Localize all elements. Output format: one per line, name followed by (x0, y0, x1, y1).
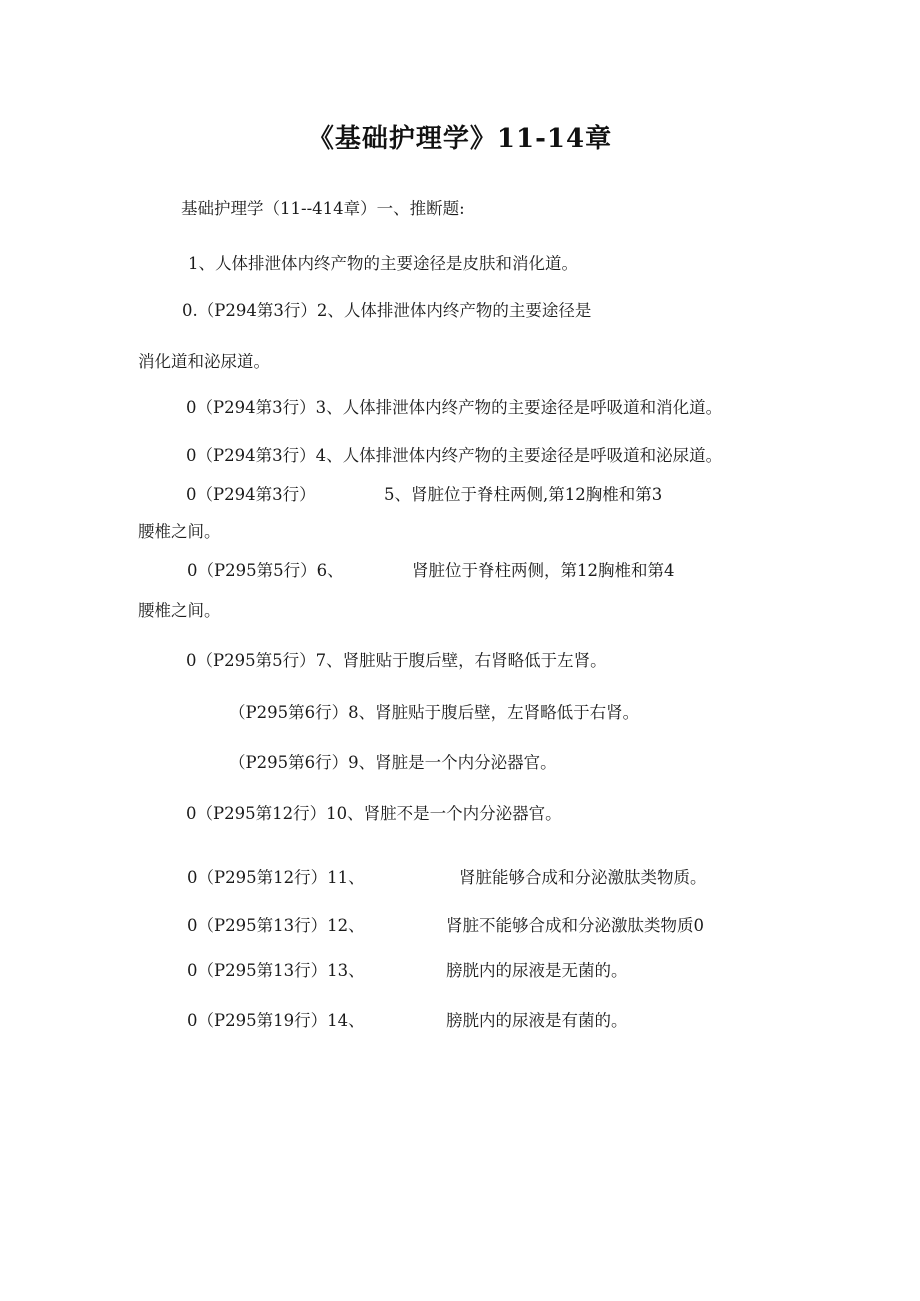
statement-line (187, 915, 787, 937)
source-ref: 0（P295第12行）11、 (187, 868, 365, 887)
statement-line (187, 960, 787, 982)
statement-line (187, 867, 787, 889)
statement-line (186, 484, 786, 506)
statement-line: 1、人体排泄体内终产物的主要途径是皮肤和消化道。 (188, 254, 578, 273)
statement-line: 腰椎之间。 (138, 522, 221, 541)
statement-line: 0（P294第3行）3、人体排泄体内终产物的主要途径是呼吸道和消化道。 (186, 398, 723, 417)
statement-text: 肾脏位于脊柱两侧，第12胸椎和第4 (412, 561, 675, 580)
statement-text: 肾脏能够合成和分泌激肽类物质。 (459, 868, 707, 887)
source-ref: 0（P295第13行）13、 (187, 961, 365, 980)
statement-text: 膀胱内的尿液是无菌的。 (446, 961, 628, 980)
statement-line: （P295第6行）8、肾脏贴于腹后壁，左肾略低于右肾。 (229, 703, 640, 722)
statement-text: 肾脏不能够合成和分泌激肽类物质0 (446, 916, 704, 935)
source-ref: 0（P294第3行） (186, 485, 316, 504)
source-ref: 0（P295第19行）14、 (187, 1011, 365, 1030)
section-heading: 基础护理学（11--414章）一、推断题: (181, 199, 465, 218)
statement-line (187, 1010, 787, 1032)
document-title: 《基础护理学》11-14章 (307, 124, 613, 154)
statement-text: 5、肾脏位于脊柱两侧,第12胸椎和第3 (384, 485, 663, 504)
statement-line: 消化道和泌尿道。 (138, 352, 270, 371)
statement-line: （P295第6行）9、肾脏是一个内分泌器官。 (229, 753, 557, 772)
statement-line (187, 560, 787, 582)
source-ref: 0（P295第5行）6、 (187, 561, 344, 580)
statement-line: 0（P295第12行）10、肾脏不是一个内分泌器官。 (186, 804, 562, 823)
statement-line: 0（P294第3行）4、人体排泄体内终产物的主要途径是呼吸道和泌尿道。 (186, 446, 723, 465)
statement-line: 0.（P294第3行）2、人体排泄体内终产物的主要途径是 (182, 301, 592, 320)
statement-line: 腰椎之间。 (138, 601, 221, 620)
source-ref: 0（P295第13行）12、 (187, 916, 365, 935)
statement-text: 膀胱内的尿液是有菌的。 (446, 1011, 628, 1030)
statement-line: 0（P295第5行）7、肾脏贴于腹后壁，右肾略低于左肾。 (186, 651, 607, 670)
